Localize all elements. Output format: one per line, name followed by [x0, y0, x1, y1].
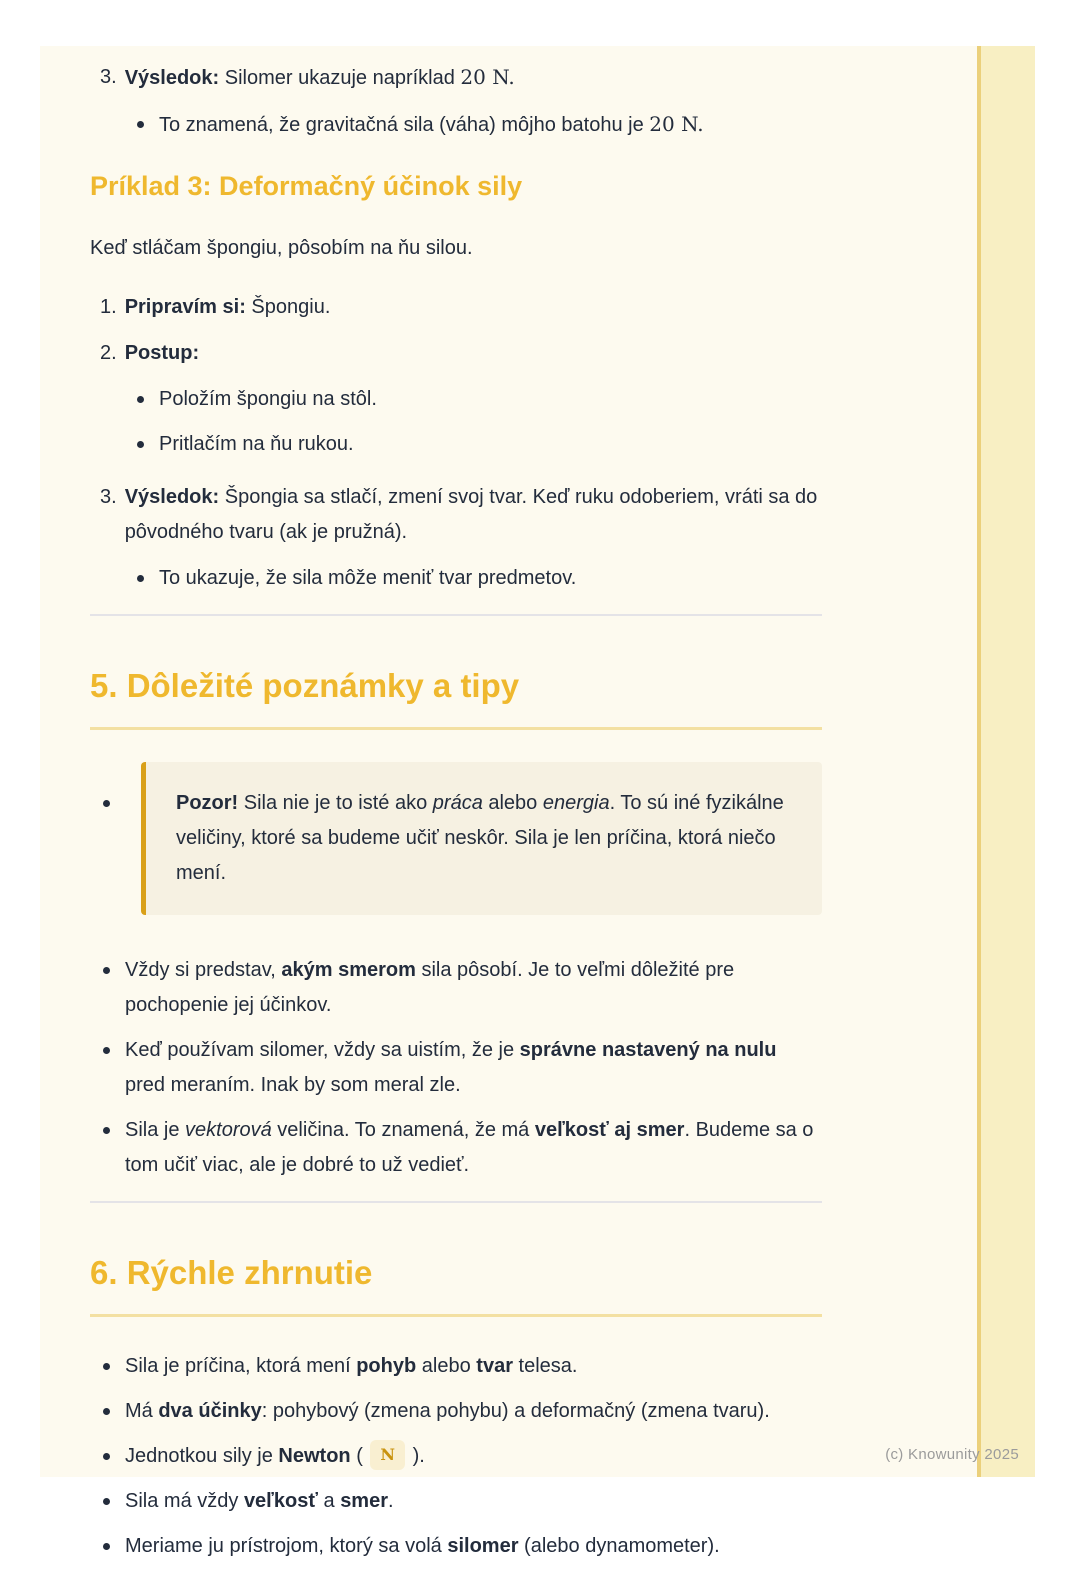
text-segment: pohyb: [356, 1355, 417, 1377]
ordered-list-item: [90, 290, 822, 325]
bullet-text: [159, 107, 822, 143]
list-item-text: [125, 60, 822, 96]
text-segment: 20 N.: [460, 65, 515, 89]
ordered-list-item: [90, 60, 822, 96]
page-content: [90, 60, 822, 1574]
text-segment: silomer: [447, 1535, 519, 1557]
text-segment: ).: [407, 1445, 425, 1467]
text-segment: telesa.: [512, 1355, 578, 1377]
bullet-item: [90, 1033, 822, 1103]
bullet-text: [125, 1394, 822, 1429]
page-edge-stripe: [977, 46, 1035, 1477]
text-segment: dva účinky: [158, 1400, 262, 1422]
list-number: 3.: [100, 486, 117, 508]
text-segment: akým smerom: [281, 959, 416, 981]
text-segment: Silomer ukazuje napríklad: [219, 67, 461, 89]
text-segment: (: [350, 1445, 369, 1467]
paragraph: Keď stláčam špongiu, pôsobím na ňu silou.: [90, 237, 473, 259]
example-heading: Príklad 3: Deformačný účinok sily: [90, 171, 523, 201]
bullet-dot: [137, 121, 144, 128]
bullet-dot: [137, 396, 144, 403]
bullet-dot: [103, 967, 110, 974]
text-segment: Sila je: [125, 1119, 186, 1141]
bullet-dot: [137, 441, 144, 448]
text-segment: smer: [340, 1490, 388, 1512]
list-number: 3.: [100, 66, 117, 88]
text-segment: veličina. To znamená, že má: [271, 1119, 535, 1141]
bullet-item: [90, 1439, 822, 1474]
sub-bullet-item: [90, 382, 822, 417]
text-segment: tvar: [476, 1355, 513, 1377]
text-segment: .: [388, 1490, 394, 1512]
text-segment: Jednotkou sily je: [125, 1445, 279, 1467]
text-segment: Sila nie je to isté ako: [238, 792, 433, 814]
bullet-text: [159, 427, 822, 462]
text-segment: veľkosť aj smer: [534, 1119, 685, 1141]
text-segment: pred meraním. Inak by som meral zle.: [125, 1074, 461, 1096]
unit-badge: N: [370, 1440, 405, 1470]
sub-bullet-item: [90, 107, 822, 143]
text-segment: 20 N.: [649, 112, 704, 136]
bullet-dot: [103, 1498, 110, 1505]
bullet-item: [90, 1394, 822, 1429]
text-segment: správne nastavený na nulu: [519, 1039, 777, 1061]
section-heading: 5. Dôležité poznámky a tipy: [90, 666, 822, 730]
bullet-text: [125, 1529, 822, 1564]
bullet-text: [125, 1349, 822, 1384]
bullet-dot: [103, 1047, 110, 1054]
text-segment: . To sú iné fyzikálne veličiny, ktoré sa budeme učiť neskôr. Sila je len príčina, ktorá niečo mení.: [176, 792, 784, 884]
bullet-text: [125, 1113, 822, 1183]
text-segment: energia: [542, 792, 610, 814]
text-segment: Vždy si predstav,: [125, 959, 282, 981]
sub-bullet-item: [90, 427, 822, 462]
bullet-dot: [103, 800, 110, 807]
sub-bullet-item: [90, 561, 822, 596]
text-segment: Newton: [278, 1445, 351, 1467]
text-segment: alebo: [482, 792, 543, 814]
bullet-item: [90, 953, 822, 1023]
text-segment: To znamená, že gravitačná sila (váha) môjho batohu je: [159, 114, 650, 136]
bullet-dot: [103, 1543, 110, 1550]
text-segment: Má: [125, 1400, 159, 1422]
bullet-text: [159, 561, 822, 596]
text-segment: Postup:: [124, 342, 200, 364]
text-segment: Špongiu.: [245, 296, 331, 318]
bullet-item: [90, 1113, 822, 1183]
bullet-text: [125, 1484, 822, 1519]
list-item-text: [125, 480, 822, 550]
bullet-dot: [137, 575, 144, 582]
bullet-text: [159, 382, 822, 417]
bullet-dot: [103, 1363, 110, 1370]
text-segment: práca: [432, 792, 483, 814]
text-segment: Sila je príčina, ktorá mení: [125, 1355, 357, 1377]
bullet-text: [125, 1439, 822, 1474]
text-segment: Pripravím si:: [124, 296, 246, 318]
text-segment: . Budeme sa o tom učiť viac, ale je dobré to už vedieť.: [125, 1119, 814, 1176]
text-segment: Sila má vždy: [125, 1490, 244, 1512]
text-segment: Pritlačím na ňu rukou.: [159, 433, 354, 455]
bullet-item: [90, 1529, 822, 1564]
list-number: 2.: [100, 342, 117, 364]
text-segment: Keď používam silomer, vždy sa uistím, že je: [125, 1039, 520, 1061]
bullet-text: [125, 1033, 822, 1103]
list-item-text: [125, 336, 822, 371]
text-segment: Špongia sa stlačí, zmení svoj tvar. Keď ruku odoberiem, vráti sa do pôvodného tvaru (ak je pružná).: [124, 486, 818, 543]
text-segment: : pohybový (zmena pohybu) a deformačný (zmena tvaru).: [261, 1400, 770, 1422]
text-segment: Meriame ju prístrojom, ktorý sa volá: [125, 1535, 448, 1557]
bullet-text: [125, 953, 822, 1023]
text-segment: alebo: [416, 1355, 477, 1377]
section-divider: [90, 1201, 822, 1203]
callout-box: [141, 762, 822, 915]
document-page: [40, 46, 1035, 1557]
list-item-text: [125, 290, 822, 325]
bullet-item: [90, 1484, 822, 1519]
list-number: 1.: [100, 296, 117, 318]
text-segment: sila pôsobí. Je to veľmi dôležité pre pochopenie jej účinkov.: [125, 959, 735, 1016]
bullet-dot: [103, 1408, 110, 1415]
copyright-footer: (c) Knowunity 2025: [885, 1446, 1019, 1463]
text-segment: veľkosť: [243, 1490, 318, 1512]
bullet-dot: [103, 1127, 110, 1134]
text-segment: Výsledok:: [124, 486, 220, 508]
text-segment: vektorová: [185, 1119, 272, 1141]
text-segment: Výsledok:: [124, 67, 220, 89]
text-segment: Pozor!: [176, 792, 239, 814]
bullet-item: [90, 1349, 822, 1384]
text-segment: a: [317, 1490, 341, 1512]
section-heading: 6. Rýchle zhrnutie: [90, 1253, 822, 1317]
ordered-list-item: [90, 336, 822, 371]
text-segment: Položím špongiu na stôl.: [159, 388, 377, 410]
text-segment: To ukazuje, že sila môže meniť tvar predmetov.: [159, 567, 577, 589]
callout-bullet-row: [90, 762, 822, 915]
ordered-list-item: [90, 480, 822, 550]
section-divider: [90, 614, 822, 616]
text-segment: (alebo dynamometer).: [518, 1535, 720, 1557]
bullet-dot: [103, 1453, 110, 1460]
